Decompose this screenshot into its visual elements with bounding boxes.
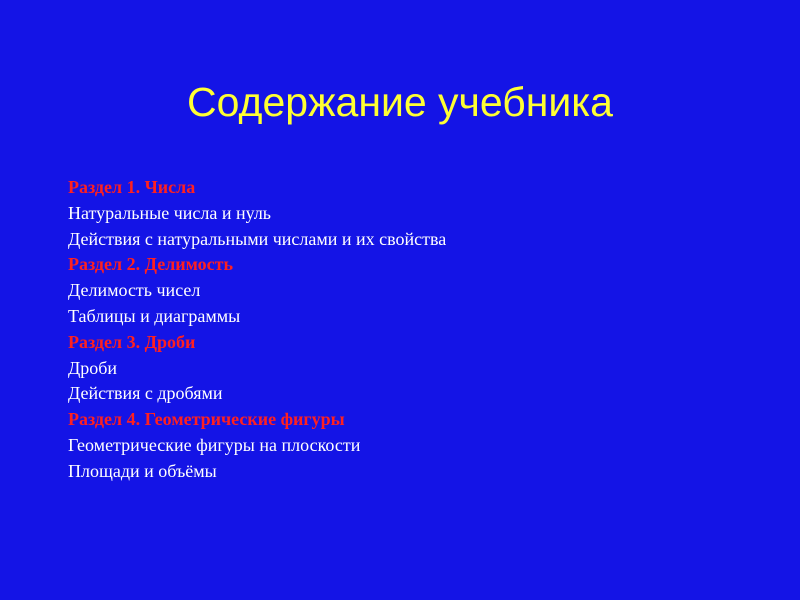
topic-item: Делимость чисел (68, 280, 201, 301)
topic-item: Действия с дробями (68, 383, 223, 404)
topic-item: Таблицы и диаграммы (68, 305, 241, 326)
topic-item: Дроби (68, 357, 118, 378)
section-heading: Раздел 2. Делимость (68, 254, 234, 275)
topic-item: Геометрические фигуры на плоскости (68, 434, 361, 455)
topic-item: Действия с натуральными числами и их свойства (68, 228, 447, 249)
section-heading: Раздел 1. Числа (68, 177, 196, 197)
section-heading: Раздел 3. Дроби (68, 331, 196, 352)
slide-title: Содержание учебника (187, 79, 613, 125)
table-of-contents (68, 175, 768, 485)
topic-item: Площади и объёмы (68, 460, 217, 481)
topic-item: Натуральные числа и нуль (68, 202, 272, 223)
section-heading: Раздел 4. Геометрические фигуры (68, 409, 345, 430)
